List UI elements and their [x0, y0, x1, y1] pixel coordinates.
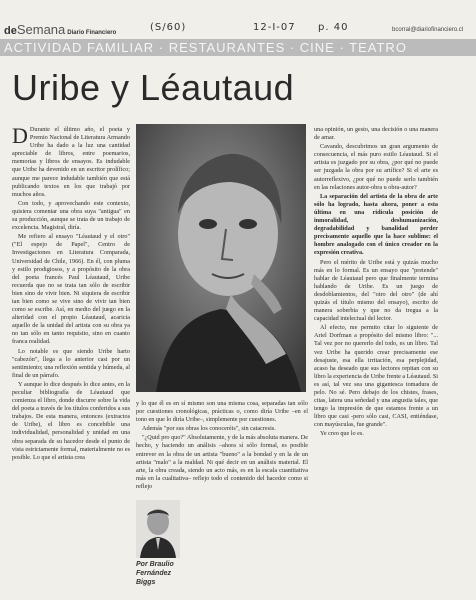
- drop-cap: D: [12, 126, 28, 148]
- paragraph: Al efecto, me permito citar lo siguiente de Ariel Dorfman a propósito del mismo libro: "... Tal vez por no quererlo del todo, es un libro. Tal vez Uribe ha querido crear precisamente ese desajuste, esa ella irritación, esa perplejidad, acaso ha deseado que sus lectores repitan con su libro la experiencia de Uribe frente a Léautaud. Si es así, tal vez sea una gigantesca tomadura de pelo. No sé. Pero debajo de los chistes, frases, citas, latera una señedad y una angustia tales, que tengo la impresión de que estamos frente a un libro que casi -pero sólo casi, CASI, entiéndase, con mayúsculas, fue grande".: [314, 324, 438, 429]
- paragraph: "¿Quid pro quo?" Absolutamente, y de la más absoluta manera. De hecho, y haciendo un análisis –ahora sí sólo formal, es posible entrever en la obra de un artista "bueno" a la bondad y en la de un artista "malo" a la maldad. Ni qué decir en un análisis material. El arte, la obra creada, siendo un acto más, es en la escala cuantitativa más en la cualitativa– reflejo todo el contenido del hacedor como si reflejo: [136, 434, 308, 490]
- author-byline: [136, 560, 178, 587]
- section-bar: ACTIVIDAD FAMILIAR · RESTAURANTES · CINE · TEATRO: [0, 39, 476, 56]
- brand-word: Semana: [16, 22, 66, 37]
- byline-line: Biggs: [136, 579, 156, 586]
- paragraph-text: Durante el último año, el poeta y Premio Nacional de Literatura Armando Uribe ha dado a la luz una cantidad apreciable de libros, entre poemarios, memorias y libros de ensayos. Es indudable que Uribe ha devenido en un escritor prolífico; aunque me parece indudable también que está publicando textos en los que trabajó por muchos años.: [12, 126, 130, 198]
- article-column-1: [12, 126, 130, 596]
- article-column-3: [314, 126, 438, 596]
- handwritten-note-page: p. 40: [318, 22, 349, 33]
- portrait-photo: [136, 124, 306, 392]
- paragraph: Pero el mérito de Uribe está y quizás mucho más en lo formal. Es un ensayo que "pretende" hablar de Léautaud pero que finalmente termina hablando de Uribe. Es un juego de desdoblamientos, del "otro del otro" (de ahí quizás el título mismo del ensayo), escrito de manera soberbia y que no da tregua a la capacidad intelectual del lector.: [314, 258, 438, 323]
- brand-newspaper: Diario Financiero: [67, 30, 117, 36]
- paragraph: y lo que él es en sí mismo son una misma cosa, separadas tan sólo por cuestiones cronológicas, prácticas o, como diría Uribe –en el tono en que lo diría Uribe–, simplemente por cuestiones.: [136, 400, 308, 424]
- paragraph: Cavando, descubrimos un gran argumento de consecuencia, el más puro estilo Léautaud. Si el artista es juzgado por su obra, ¿por qué no puede ser juzgada la obra por su artífice? Si el arte es autorreflexivo, ¿por qué no puede serlo también en las relaciones autor-obra u obra-autor?: [314, 143, 438, 191]
- handwritten-note-code: (S/60): [150, 22, 187, 33]
- paragraph: Me refiero al ensayo "Léautaud y el otro" ("El espejo de Papel", Centro de Investigaciones en Literatura Comparada, Universidad de Chile, 1966). En él, con pluma y estilo prodigiosos, y a propósito de la obra del poeta francés Paul Léautaud, Uribe recuerda que no se trata tan sólo de escribir bien sino de vivir bien. Ni siquiera de escribir tan bien como se vive sino de vivir tan bien como se escribe. Así, en medio del juego en la alteridad con el propio Léautaud, acaricia aquello de la unidad del artista con su obra ya no tan sólo en tanto requisito, sino en cuanto franca realidad.: [12, 233, 130, 346]
- author-email: bcorral@diariofinanciero.cl: [392, 27, 464, 33]
- author-photo-illustration: [136, 500, 180, 558]
- paragraph: Y aunque lo dice después lo dice antes, en la peculiar bibliografía de Léautaud que comienza el libro, donde discurre sobre la vida del poeta a través de los títulos conferidos a sus trabajos. De esta manera, entonces (extractos de Uribe), el libro es concebible una individualidad, personalidad y unidad en una obra separada de su hacedor desde el punto de vista estrictamente formal, materialmente no es posible. Lo que el artista crea: [12, 380, 130, 461]
- paragraph: La separación del artista de la obra de arte sólo ha logrado, hasta ahora, poner a esta última en una ridícula posición de inmoralidad, deshumanización, degradabilidad y banalidad perder precisamente aquello que la hace sublime: el hombre analogado con el único creador en la expresión creativa.: [314, 192, 438, 257]
- brand-prefix: de: [4, 25, 17, 37]
- handwritten-note-date: 12-I-07: [253, 22, 296, 33]
- article-headline: Uribe y Léautaud: [12, 67, 295, 108]
- author-photo: [136, 500, 180, 558]
- section-brand: [4, 22, 116, 37]
- page-header: [0, 0, 476, 40]
- paragraph: una opinión, un gesto, una decisión o una manera de amar.: [314, 126, 438, 142]
- portrait-illustration: [136, 124, 306, 392]
- paragraph: Lo notable es que siendo Uribe harto "cabezón", llega a lo anterior casi por un sentimiento; una reflexión sentida y húmeda, al final de un párrafo.: [12, 347, 130, 379]
- paragraph: Además "por sus obras los conoceréis", sin catacresis.: [142, 425, 276, 433]
- paragraph: Con todo, y aprovechando este contexto, quisiera comentar una obra suya "antigua" en su producción, aunque se trata de un trabajo de excelencia. Magistral, diría.: [12, 199, 130, 232]
- paragraph: [12, 126, 130, 199]
- paragraph: Ye creo que lo es.: [320, 430, 364, 438]
- byline-line: Por Braulio: [136, 561, 174, 568]
- byline-line: Fernández: [136, 570, 172, 577]
